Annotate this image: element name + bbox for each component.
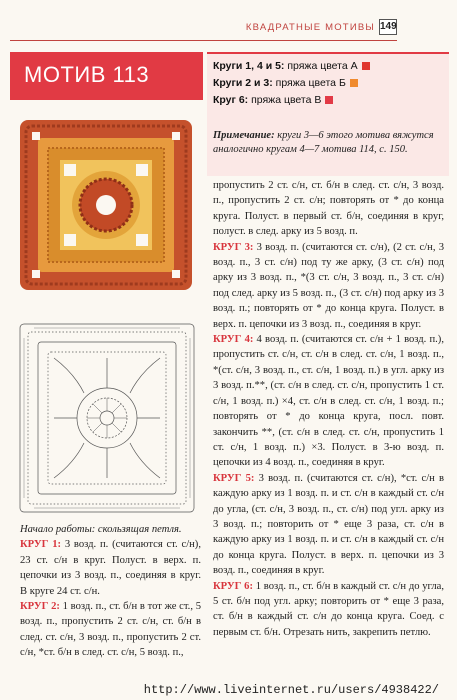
round-1-label: КРУГ 1: bbox=[20, 539, 62, 551]
round-4-text: 4 возд. п. (считаются ст. с/н + 1 возд. п.), пропустить ст. с/н, ст. с/н в след. ст. с/н, 1 возд. п., *(ст. с/н, 3 возд. п., ст. с/н, 1 возд. п.) в угл. арку из 3 возд. п.**, (ст. с/н в след. ст. с/н, пропустить 1 ст. с/н, 1 возд. п.) ×4, ст. с/н в след. ст. с/н, 1 возд. п.; повторять от * до конца круга, посл. повт. закончить **, (ст. с/н в след. ст. с/н, пропустить 1 ст. с/н, 1 возд. п.) ×3. Полуст. в 3-ю возд. п. цепочки из 4 возд. п., соединяя в круг. bbox=[213, 334, 444, 469]
yarn-line-c-label: Круг 6: bbox=[213, 94, 249, 106]
round-5 bbox=[213, 471, 444, 579]
note-text: круги 3—6 этого мотива вяжутся аналогично кругам 4—7 мотива 114, с. 150. bbox=[213, 130, 434, 155]
round-4 bbox=[213, 332, 444, 471]
yarn-line-c bbox=[213, 94, 370, 106]
motif-photo bbox=[18, 118, 194, 292]
yarn-line-c-text: пряжа цвета В bbox=[248, 94, 322, 106]
yarn-line-b bbox=[213, 77, 370, 89]
color-b-swatch bbox=[350, 79, 358, 87]
yarn-list bbox=[213, 60, 370, 106]
right-column bbox=[213, 178, 444, 640]
page-number: 149 bbox=[379, 19, 397, 35]
note-label: Примечание: bbox=[213, 130, 275, 141]
color-a-swatch bbox=[362, 62, 370, 70]
yarn-line-a bbox=[213, 60, 370, 72]
round-4-label: КРУГ 4: bbox=[213, 334, 254, 346]
round-2 bbox=[20, 599, 201, 661]
round-3-label: КРУГ 3: bbox=[213, 241, 254, 253]
round-3-text: 3 возд. п. (считаются ст. с/н), (2 ст. с/н, 3 возд. п., 3 ст. с/н) под ту же арку, (3 ст. с/н) под арку из 3 возд. п., *(3 ст. с/н, 3 возд. п., 3 ст. с/н) под след. арку из 5 возд. п., (3 ст. с/н) под арку из 3 возд. п.; повторять от * до конца круга. Полуст. в верх. п. цепочки из 3 возд. п., соединяя в круг. bbox=[213, 241, 444, 330]
watermark-url: http://www.liveinternet.ru/users/4938422/ bbox=[143, 683, 439, 697]
color-c-swatch bbox=[325, 96, 333, 104]
yarn-line-b-label: Круги 2 и 3: bbox=[213, 77, 273, 89]
round-2-text: 1 возд. п., ст. б/н в тот же ст., 5 возд. п., пропустить 2 ст. с/н, ст. б/н в след. ст. с/н, 3 возд. п., пропустить 2 ст. с/н, *ст. б/н в след. ст. с/н, 5 возд. п., bbox=[20, 601, 201, 659]
start-instruction: Начало работы: скользящая петля. bbox=[20, 524, 182, 535]
crochet-chart bbox=[14, 318, 200, 518]
left-column bbox=[20, 522, 201, 661]
note bbox=[213, 129, 443, 157]
round-6-label: КРУГ 6: bbox=[213, 580, 253, 592]
round-6 bbox=[213, 579, 444, 641]
round-5-text: 3 возд. п. (считаются ст. с/н), *ст. с/н в каждую арку из 1 возд. п. и ст. с/н в каждый ст. с/н до угла, (ст. с/н, 3 возд. п., ст. с/н) под угл. арку из 3 возд. п.; повторить от * еще 3 раза, ст. с/н в каждую арку из 1 возд. п. и ст. с/н в каждый ст. с/н до конца круга. Полуст. в верх. п. цепочки из 3 возд. п., соединяя в круг. bbox=[213, 472, 444, 577]
round-1 bbox=[20, 537, 201, 599]
header-rule bbox=[10, 40, 397, 41]
round-2-label: КРУГ 2: bbox=[20, 601, 60, 613]
yarn-line-b-text: пряжа цвета Б bbox=[272, 77, 346, 89]
motif-title: МОТИВ 113 bbox=[24, 62, 150, 87]
yarn-line-a-text: пряжа цвета А bbox=[284, 60, 358, 72]
section-title: КВАДРАТНЫЕ МОТИВЫ bbox=[245, 22, 375, 33]
round-3 bbox=[213, 240, 444, 332]
round-1-text: 3 возд. п. (считаются ст. с/н), 23 ст. с/н в круг. Полуст. в верх. п. цепочки из 3 возд. п., соединяя в круг. В круге 24 ст. с/н. bbox=[20, 539, 201, 597]
round-6-text: 1 возд. п., ст. б/н в каждый ст. с/н до угла, 5 ст. б/н под угл. арку; повторить от * еще 3 раза, ст. б/н в каждый ст. с/н до конца круга. Соед. с первым ст. б/н. Отрезать нить, закрепить петлю. bbox=[213, 580, 444, 638]
yarn-line-a-label: Круги 1, 4 и 5: bbox=[213, 60, 285, 72]
round-2-continued: пропустить 2 ст. с/н, ст. б/н в след. ст. с/н, 3 возд. п., пропустить 2 ст. с/н; повторять от * до конца круга. Полуст. в первый ст. б/н, соединяя в круг, полуст. в след. арку из 5 возд. п. bbox=[213, 180, 444, 238]
round-5-label: КРУГ 5: bbox=[213, 472, 255, 484]
